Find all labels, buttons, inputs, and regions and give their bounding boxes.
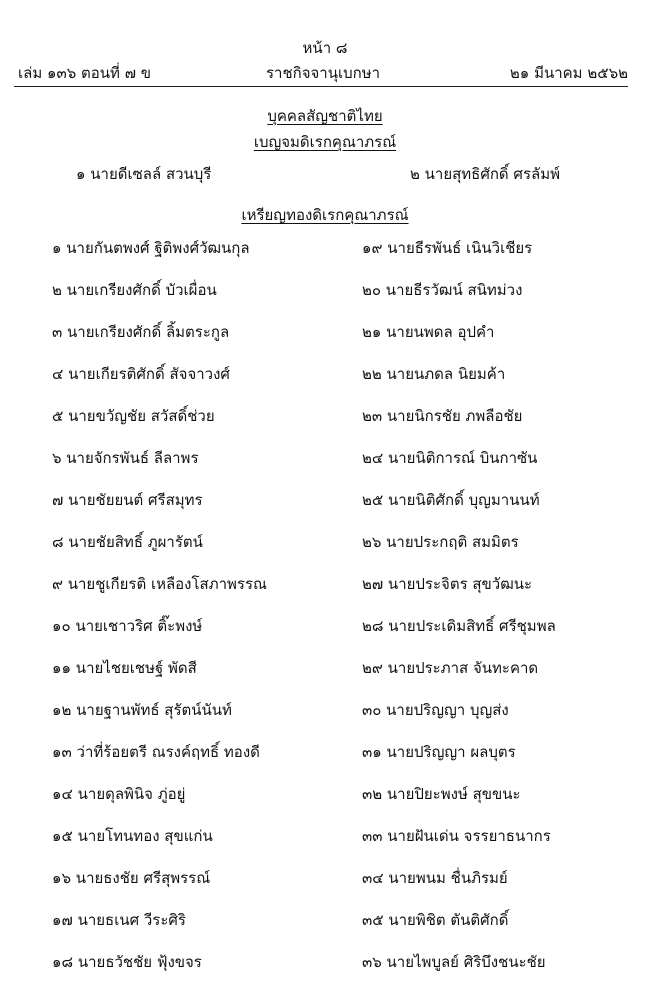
recipient-name: ๒๒ นายนภดล นิยมค้า bbox=[362, 365, 506, 383]
list-row bbox=[0, 236, 650, 278]
recipient-name: ๒๖ นายประกฤติ สมมิตร bbox=[362, 533, 519, 551]
recipient-name: ๓ นายเกรียงศักดิ์ ลิ้มตระกูล bbox=[52, 323, 230, 341]
list-row bbox=[0, 614, 650, 656]
list-row bbox=[0, 488, 650, 530]
grand-order-title: เบญจมดิเรกคุณาภรณ์ bbox=[253, 133, 397, 151]
list-row bbox=[0, 824, 650, 866]
list-row bbox=[0, 782, 650, 824]
recipient-name: ๑๕ นายโทนทอง สุขแก่น bbox=[52, 827, 213, 845]
recipient-name: ๒๔ นายนิติการณ์ บินกาซัน bbox=[362, 449, 538, 467]
recipient-name: ๓๐ นายปริญญา บุญส่ง bbox=[362, 701, 509, 719]
recipient-name: ๒๕ นายนิติศักดิ์ บุญมานนท์ bbox=[362, 491, 540, 509]
header-rule bbox=[14, 86, 628, 87]
list-row bbox=[0, 656, 650, 698]
gazette-name: ราชกิจจานุเบกษา bbox=[265, 64, 381, 82]
recipient-name: ๒๐ นายธีรวัฒน์ สนิทม่วง bbox=[362, 281, 523, 299]
list-row bbox=[0, 446, 650, 488]
recipient-name: ๘ นายชัยสิทธิ์ ภูผารัตน์ bbox=[52, 533, 203, 551]
publication-date: ๒๑ มีนาคม ๒๕๖๒ bbox=[509, 64, 628, 82]
list-row bbox=[0, 950, 650, 992]
grand-entry-1: ๑ นายดีเซลล์ สวนบุรี bbox=[76, 165, 212, 183]
recipient-name: ๑๙ นายธีรพันธ์ เนินวิเชียร bbox=[362, 239, 533, 257]
grand-entry-2: ๒ นายสุทธิศักดิ์ ศรลัมพ์ bbox=[410, 165, 560, 183]
recipient-name: ๒๙ นายประภาส จันทะคาด bbox=[362, 659, 539, 677]
recipient-name: ๓๖ นายไพบูลย์ ศิริบึงชนะชัย bbox=[362, 953, 546, 971]
recipient-name: ๕ นายขวัญชัย สวัสดิ์ช่วย bbox=[52, 407, 215, 425]
recipient-name: ๒๘ นายประเดิมสิทธิ์ ศรีชุมพล bbox=[362, 617, 556, 635]
recipient-name: ๑๓ ว่าที่ร้อยตรี ณรงค์ฤทธิ์ ทองดี bbox=[52, 743, 260, 761]
list-row bbox=[0, 404, 650, 446]
volume-issue: เล่ม ๑๓๖ ตอนที่ ๗ ข bbox=[18, 64, 152, 82]
recipient-name: ๓๔ นายพนม ชื่นภิรมย์ bbox=[362, 869, 508, 887]
section-title: บุคคลสัญชาติไทย bbox=[267, 107, 383, 125]
recipient-name: ๑๑ นายไชยเชษฐ์ พัดสี bbox=[52, 659, 197, 677]
list-row bbox=[0, 320, 650, 362]
page-number: หน้า ๘ bbox=[302, 39, 348, 57]
recipient-name: ๑๒ นายฐานพัทธ์ สุรัตน์นันท์ bbox=[52, 701, 232, 719]
recipient-name: ๗ นายชัยยนต์ ศรีสมุทร bbox=[52, 491, 203, 509]
recipient-name: ๓๑ นายปริญญา ผลบุตร bbox=[362, 743, 516, 761]
recipient-name: ๔ นายเกียรติศักดิ์ สัจจาวงศ์ bbox=[52, 365, 230, 383]
recipient-name: ๑๐ นายเชาวริศ ติ๊ะพงษ์ bbox=[52, 617, 203, 635]
list-row bbox=[0, 866, 650, 908]
recipient-name: ๒๓ นายนิกรชัย ภพลือชัย bbox=[362, 407, 523, 425]
recipient-name: ๓๓ นายฝันเด่น จรรยาธนากร bbox=[362, 827, 551, 845]
recipient-name: ๒๗ นายประจิตร สุขวัฒนะ bbox=[362, 575, 533, 593]
running-header bbox=[18, 61, 628, 85]
recipient-name: ๑๖ นายธงชัย ศรีสุพรรณ์ bbox=[52, 869, 211, 887]
list-row bbox=[0, 530, 650, 572]
list-row bbox=[0, 278, 650, 320]
recipient-name: ๑๘ นายธวัชชัย ฟุ้งขจร bbox=[52, 953, 202, 971]
list-row bbox=[0, 572, 650, 614]
recipient-name: ๑๗ นายธเนศ วีระศิริ bbox=[52, 911, 186, 929]
recipient-name: ๒ นายเกรียงศักดิ์ บัวเผื่อน bbox=[52, 281, 217, 299]
recipient-name: ๓๒ นายปิยะพงษ์ สุขขนะ bbox=[362, 785, 521, 803]
recipient-name: ๖ นายจักรพันธ์ ลีลาพร bbox=[52, 449, 199, 467]
list-row bbox=[0, 362, 650, 404]
recipient-name: ๓๕ นายพิชิต ตันติศักดิ์ bbox=[362, 911, 509, 929]
recipient-name: ๙ นายชูเกียรติ เหลืองโสภาพรรณ bbox=[52, 575, 267, 593]
recipient-name: ๒๑ นายนพดล อุปคำ bbox=[362, 323, 495, 341]
list-row bbox=[0, 740, 650, 782]
list-row bbox=[0, 698, 650, 740]
recipient-name: ๑๔ นายดุลพินิจ ภู่อยู่ bbox=[52, 785, 186, 803]
recipient-name: ๑ นายกันตพงศ์ ฐิติพงศ์วัฒนกุล bbox=[52, 239, 250, 257]
recipient-list bbox=[0, 236, 650, 992]
list-row bbox=[0, 908, 650, 950]
medal-title: เหรียญทองดิเรกคุณาภรณ์ bbox=[241, 206, 409, 224]
